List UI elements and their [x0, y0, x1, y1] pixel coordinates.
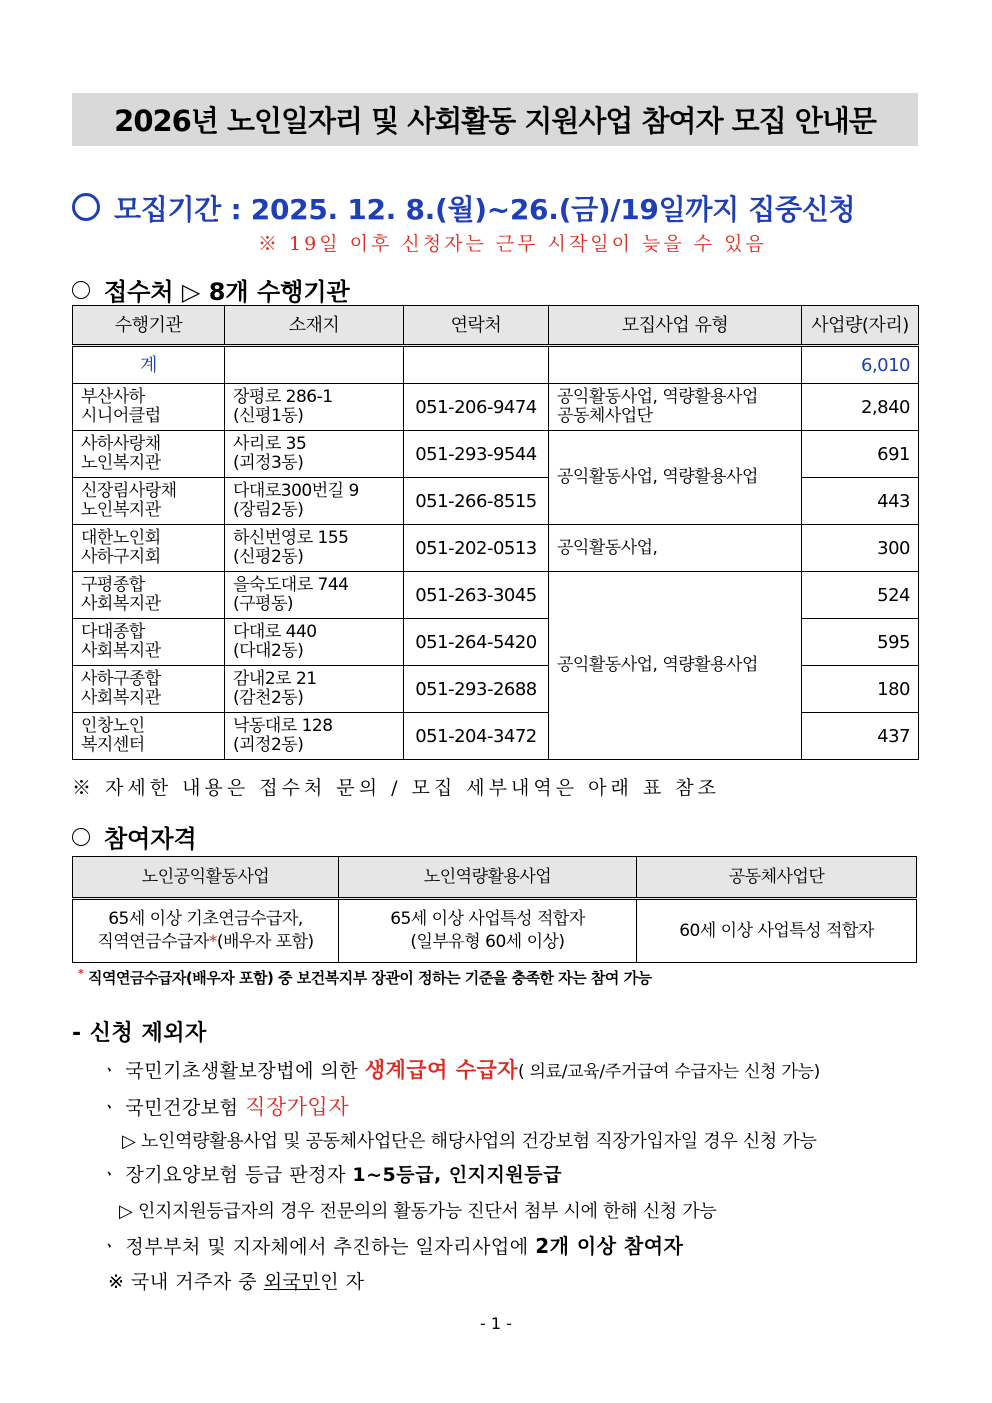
- quantity-cell: 2,840: [802, 384, 919, 431]
- eligibility-cell: 65세 이상 사업특성 적합자 (일부유형 60세 이상): [339, 899, 637, 963]
- table-header-row: [73, 857, 917, 899]
- phone-cell: 051-264-5420: [404, 619, 549, 666]
- table-row: [73, 899, 917, 963]
- column-header: 소재지: [225, 306, 404, 346]
- document-title: 2026년 노인일자리 및 사회활동 지원사업 참여자 모집 안내문: [114, 104, 876, 138]
- recruit-period-text: 모집기간 : 2025. 12. 8.(월)~26.(금)/19일까지 집중신청: [114, 193, 856, 226]
- reception-heading: [72, 272, 350, 307]
- address-cell: 다대로300번길 9 (장림2동): [225, 478, 404, 525]
- exclusion-item: ㆍ 국민기초생활보장법에 의한 생계급여 수급자( 의료/교육/주거급여 수급자는 신청 가능): [100, 1058, 820, 1082]
- phone-cell: 051-263-3045: [404, 572, 549, 619]
- org-cell: 구평종합 사회복지관: [73, 572, 225, 619]
- table-row: [73, 431, 919, 478]
- column-header: 사업량(자리): [802, 306, 919, 346]
- circle-bullet-icon: [72, 828, 90, 846]
- phone-cell: 051-202-0513: [404, 525, 549, 572]
- phone-cell: 051-293-9544: [404, 431, 549, 478]
- type-cell: 공익활동사업, 역량활용사업: [549, 431, 802, 525]
- period-note: ※ 19일 이후 신청자는 근무 시작일이 늦을 수 있음: [258, 233, 767, 255]
- quantity-cell: 524: [802, 572, 919, 619]
- phone-cell: 051-206-9474: [404, 384, 549, 431]
- title-bar: [72, 93, 918, 146]
- eligibility-cell: 60세 이상 사업특성 적합자: [637, 899, 917, 963]
- eligibility-table: [72, 856, 917, 963]
- org-cell: 인창노인 복지센터: [73, 713, 225, 760]
- quantity-cell: 443: [802, 478, 919, 525]
- org-cell: 사하사랑채 노인복지관: [73, 431, 225, 478]
- total-row: [73, 346, 919, 384]
- type-cell: 공익활동사업, 역량활용사업: [549, 572, 802, 760]
- column-header: 공동체사업단: [637, 857, 917, 899]
- phone-cell: 051-293-2688: [404, 666, 549, 713]
- circle-bullet-icon: [72, 193, 100, 221]
- eligibility-heading-text: 참여자격: [104, 825, 197, 853]
- address-cell: 을숙도대로 744 (구평동): [225, 572, 404, 619]
- address-cell: 다대로 440 (다대2동): [225, 619, 404, 666]
- asterisk-mark: *: [208, 932, 217, 952]
- exclusion-item: ㆍ 장기요양보험 등급 판정자 1~5등급, 인지지원등급: [100, 1164, 562, 1186]
- column-header: 모집사업 유형: [549, 306, 802, 346]
- org-cell: 사하구종합 사회복지관: [73, 666, 225, 713]
- address-cell: 낙동대로 128 (괴정2동): [225, 713, 404, 760]
- exclusion-item: ※ 국내 거주자 중 외국민인 자: [108, 1271, 365, 1293]
- reception-note: ※ 자세한 내용은 접수처 문의 / 모집 세부내역은 아래 표 참조: [72, 777, 720, 799]
- org-cell: 신장림사랑채 노인복지관: [73, 478, 225, 525]
- quantity-cell: 595: [802, 619, 919, 666]
- quantity-cell: 300: [802, 525, 919, 572]
- column-header: 노인역량활용사업: [339, 857, 637, 899]
- address-cell: 하신번영로 155 (신평2동): [225, 525, 404, 572]
- page-number: - 1 -: [480, 1314, 512, 1333]
- exclusion-heading: - 신청 제외자: [72, 1021, 207, 1046]
- phone-cell: 051-266-8515: [404, 478, 549, 525]
- address-cell: 감내2로 21 (감천2동): [225, 666, 404, 713]
- column-header: 노인공익활동사업: [73, 857, 339, 899]
- org-cell: 부산사하 시니어클럽: [73, 384, 225, 431]
- exclusion-subitem: ▷ 인지지원등급자의 경우 전문의의 활동가능 진단서 첨부 시에 한해 신청 가능: [119, 1201, 717, 1222]
- exclusion-item: ㆍ 정부부처 및 지자체에서 추진하는 일자리사업에 2개 이상 참여자: [100, 1234, 684, 1258]
- address-cell: 장평로 286-1 (신평1동): [225, 384, 404, 431]
- asterisk-mark: *: [78, 967, 84, 980]
- table-row: [73, 572, 919, 619]
- type-cell: 공익활동사업, 역량활용사업 공동체사업단: [549, 384, 802, 431]
- exclusion-subitem: ▷ 노인역량활용사업 및 공동체사업단은 해당사업의 건강보험 직장가입자일 경우 신청 가능: [122, 1131, 817, 1152]
- quantity-cell: 437: [802, 713, 919, 760]
- org-cell: 다대종합 사회복지관: [73, 619, 225, 666]
- type-cell: 공익활동사업,: [549, 525, 802, 572]
- column-header: 수행기관: [73, 306, 225, 346]
- address-cell: 사리로 35 (괴정3동): [225, 431, 404, 478]
- total-value: 6,010: [802, 346, 919, 384]
- quantity-cell: 180: [802, 666, 919, 713]
- exclusion-item: ㆍ 국민건강보험 직장가입자: [100, 1095, 349, 1119]
- quantity-cell: 691: [802, 431, 919, 478]
- eligibility-footnote: * 직역연금수급자(배우자 포함) 중 보건복지부 장관이 정하는 기준을 충족한 자는 참여 가능: [78, 967, 652, 987]
- reception-heading-text: 접수처 ▷ 8개 수행기관: [104, 278, 350, 306]
- column-header: 연락처: [404, 306, 549, 346]
- circle-bullet-icon: [72, 281, 90, 299]
- table-row: [73, 525, 919, 572]
- org-cell: 대한노인회 사하구지회: [73, 525, 225, 572]
- recruit-period: [72, 188, 855, 228]
- table-header-row: [73, 306, 919, 346]
- eligibility-heading: [72, 819, 197, 854]
- total-label: 계: [73, 346, 225, 384]
- eligibility-cell: 65세 이상 기초연금수급자, 직역연금수급자*(배우자 포함): [73, 899, 339, 963]
- table-row: [73, 384, 919, 431]
- phone-cell: 051-204-3472: [404, 713, 549, 760]
- reception-table: [72, 305, 919, 760]
